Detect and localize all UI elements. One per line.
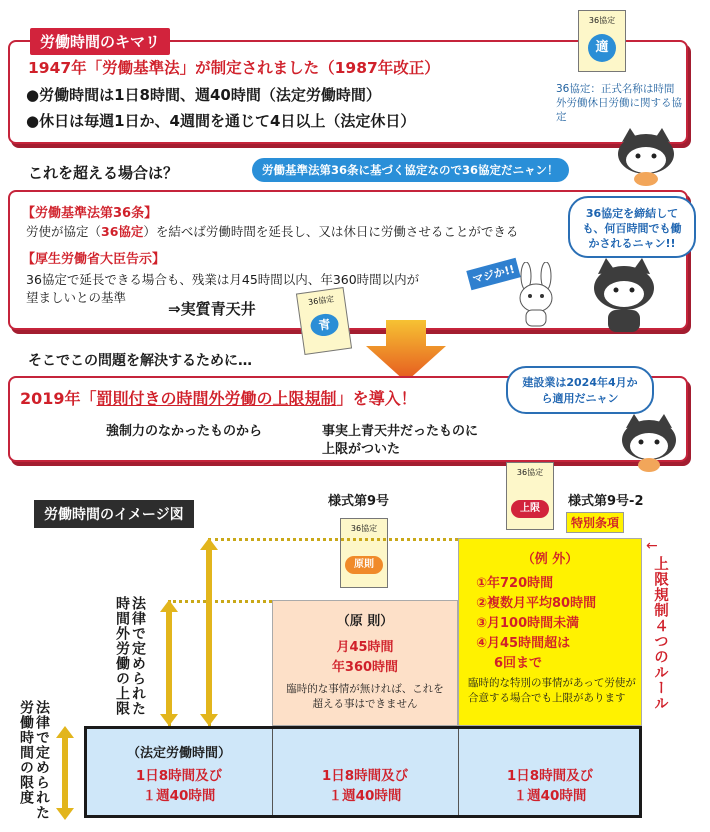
cat-icon — [588, 258, 660, 332]
exception-item-1: ①年720時間 — [476, 576, 554, 591]
headline-a: 2019年「 — [20, 389, 97, 408]
principle-note: 臨時的な事情が無ければ、これを超える事はできません — [286, 683, 444, 710]
right-rule-label: 上限規制４つのルール — [652, 556, 668, 711]
exception-item-4: ④月45時間超は — [476, 636, 571, 651]
side-label-overtime: 法律で定められた時間外労働の上限 — [114, 596, 146, 716]
right-bracket-arrow-icon: ← — [646, 538, 658, 554]
art36-title: 【労働基準法第36条】 — [22, 206, 158, 221]
solution-right-1: 事実上青天井だったものに — [322, 424, 479, 439]
construction-bubble: 建設業は2024年4月から適用だニャン — [506, 366, 654, 414]
ministry-title: 【厚生労働省大臣告示】 — [22, 252, 166, 267]
36-agreement-note: 36協定：正式名称は時間外労働休日労働に関する協定 — [556, 83, 682, 123]
guide-line-principle — [168, 600, 272, 603]
exceed-question: これを超える場合は？ — [28, 164, 179, 182]
section-title-rules: 労働時間のキマリ — [30, 28, 170, 55]
rabbit-exclaim: マジか!! — [466, 258, 520, 291]
principle-yearly: 年360時間 — [331, 660, 399, 675]
ministry-text-1: 36協定で延長できる場合も、残業は月45時間以内、年360時間以内が — [26, 272, 420, 287]
art36-text — [26, 222, 518, 240]
form9-label: 様式第9号 — [328, 494, 390, 509]
principle-title: （原 則） — [336, 614, 394, 629]
cat-icon — [614, 128, 678, 186]
side-label-legal-hours: 法律で定められた労働時間の限度 — [18, 700, 50, 820]
col2-line-1: 1日8時間及び — [321, 768, 409, 784]
solution-headline — [20, 386, 417, 409]
exception-item-3: ③月100時間未満 — [476, 616, 580, 631]
solution-left: 強制力のなかったものから — [106, 424, 263, 439]
diagram-title: 労働時間のイメージ図 — [34, 500, 194, 528]
exception-note: 臨時的な特別の事情があって労使が合意する場合でも上限があります — [468, 677, 636, 704]
rule-working-hours: ●労働時間は1日8時間、週40時間（法定労働時間） — [26, 86, 381, 104]
range-arrow-icon — [160, 600, 178, 726]
doc-stamp: 原則 — [345, 556, 383, 574]
solution-lead: そこでこの問題を解決するために… — [28, 353, 252, 369]
doc-label: 36協定 — [307, 294, 335, 307]
36-agreement-principle-doc-icon — [340, 518, 388, 588]
guide-line-exception — [208, 538, 458, 541]
doc-stamp: 青 — [309, 312, 340, 338]
doc-label: 36協定 — [588, 16, 616, 25]
art36-pre: 労使が協定（ — [26, 224, 102, 239]
rabbit-icon — [508, 262, 566, 330]
range-arrow-icon — [200, 538, 218, 726]
special-clause-badge: 特別条項 — [566, 512, 624, 533]
headline-c: 」を導入！ — [336, 389, 417, 408]
form9-2-label: 様式第9号-2 — [568, 494, 644, 509]
down-arrow-icon — [366, 320, 446, 382]
doc-label: 36協定 — [516, 468, 544, 477]
art36-post: ）を結べば労働時間を延長し、又は休日に労働させることができる — [143, 224, 519, 239]
col3-line-1: 1日8時間及び — [506, 768, 594, 784]
range-arrow-icon — [56, 726, 74, 820]
cat-bubble-unlimited: 36協定を締結しても、何百時間でも働かされるニャン!! — [568, 196, 696, 258]
doc-stamp: 適 — [588, 34, 616, 62]
ministry-text-2: 望ましいとの基準 — [26, 290, 127, 305]
principle-monthly: 月45時間 — [336, 640, 394, 655]
base-title: （法定労働時間） — [126, 746, 231, 761]
base-line-2: １週40時間 — [142, 788, 216, 804]
exception-title: （例 外） — [521, 552, 579, 567]
base-line-1: 1日8時間及び — [135, 768, 223, 784]
doc-label: 36協定 — [350, 524, 378, 533]
cat-icon — [618, 414, 680, 472]
col3-line-2: １週40時間 — [513, 788, 587, 804]
effectively-unlimited: ⇒実質青天井 — [168, 300, 256, 318]
36-agreement-limit-doc-icon — [506, 462, 554, 530]
doc-stamp: 上限 — [511, 500, 549, 518]
exception-item-4b: 6回まで — [494, 656, 543, 671]
rules-headline: 1947年「労働基準法」が制定されました（1987年改正） — [28, 59, 440, 77]
solution-right-2: 上限がついた — [322, 442, 401, 457]
36-agreement-doc-icon — [578, 10, 626, 72]
col2-line-2: １週40時間 — [328, 788, 402, 804]
headline-b: 罰則付きの時間外労働の上限規制 — [96, 389, 337, 408]
exception-item-2: ②複数月平均80時間 — [476, 596, 597, 611]
art36-emphasis: 36協定 — [101, 224, 144, 239]
36-agreement-blue-doc-icon — [296, 287, 352, 355]
article36-bubble: 労働基準法第36条に基づく協定なので36協定だニャン！ — [252, 158, 569, 182]
rule-holidays: ●休日は毎週1日か、4週間を通じて4日以上（法定休日） — [26, 112, 416, 130]
